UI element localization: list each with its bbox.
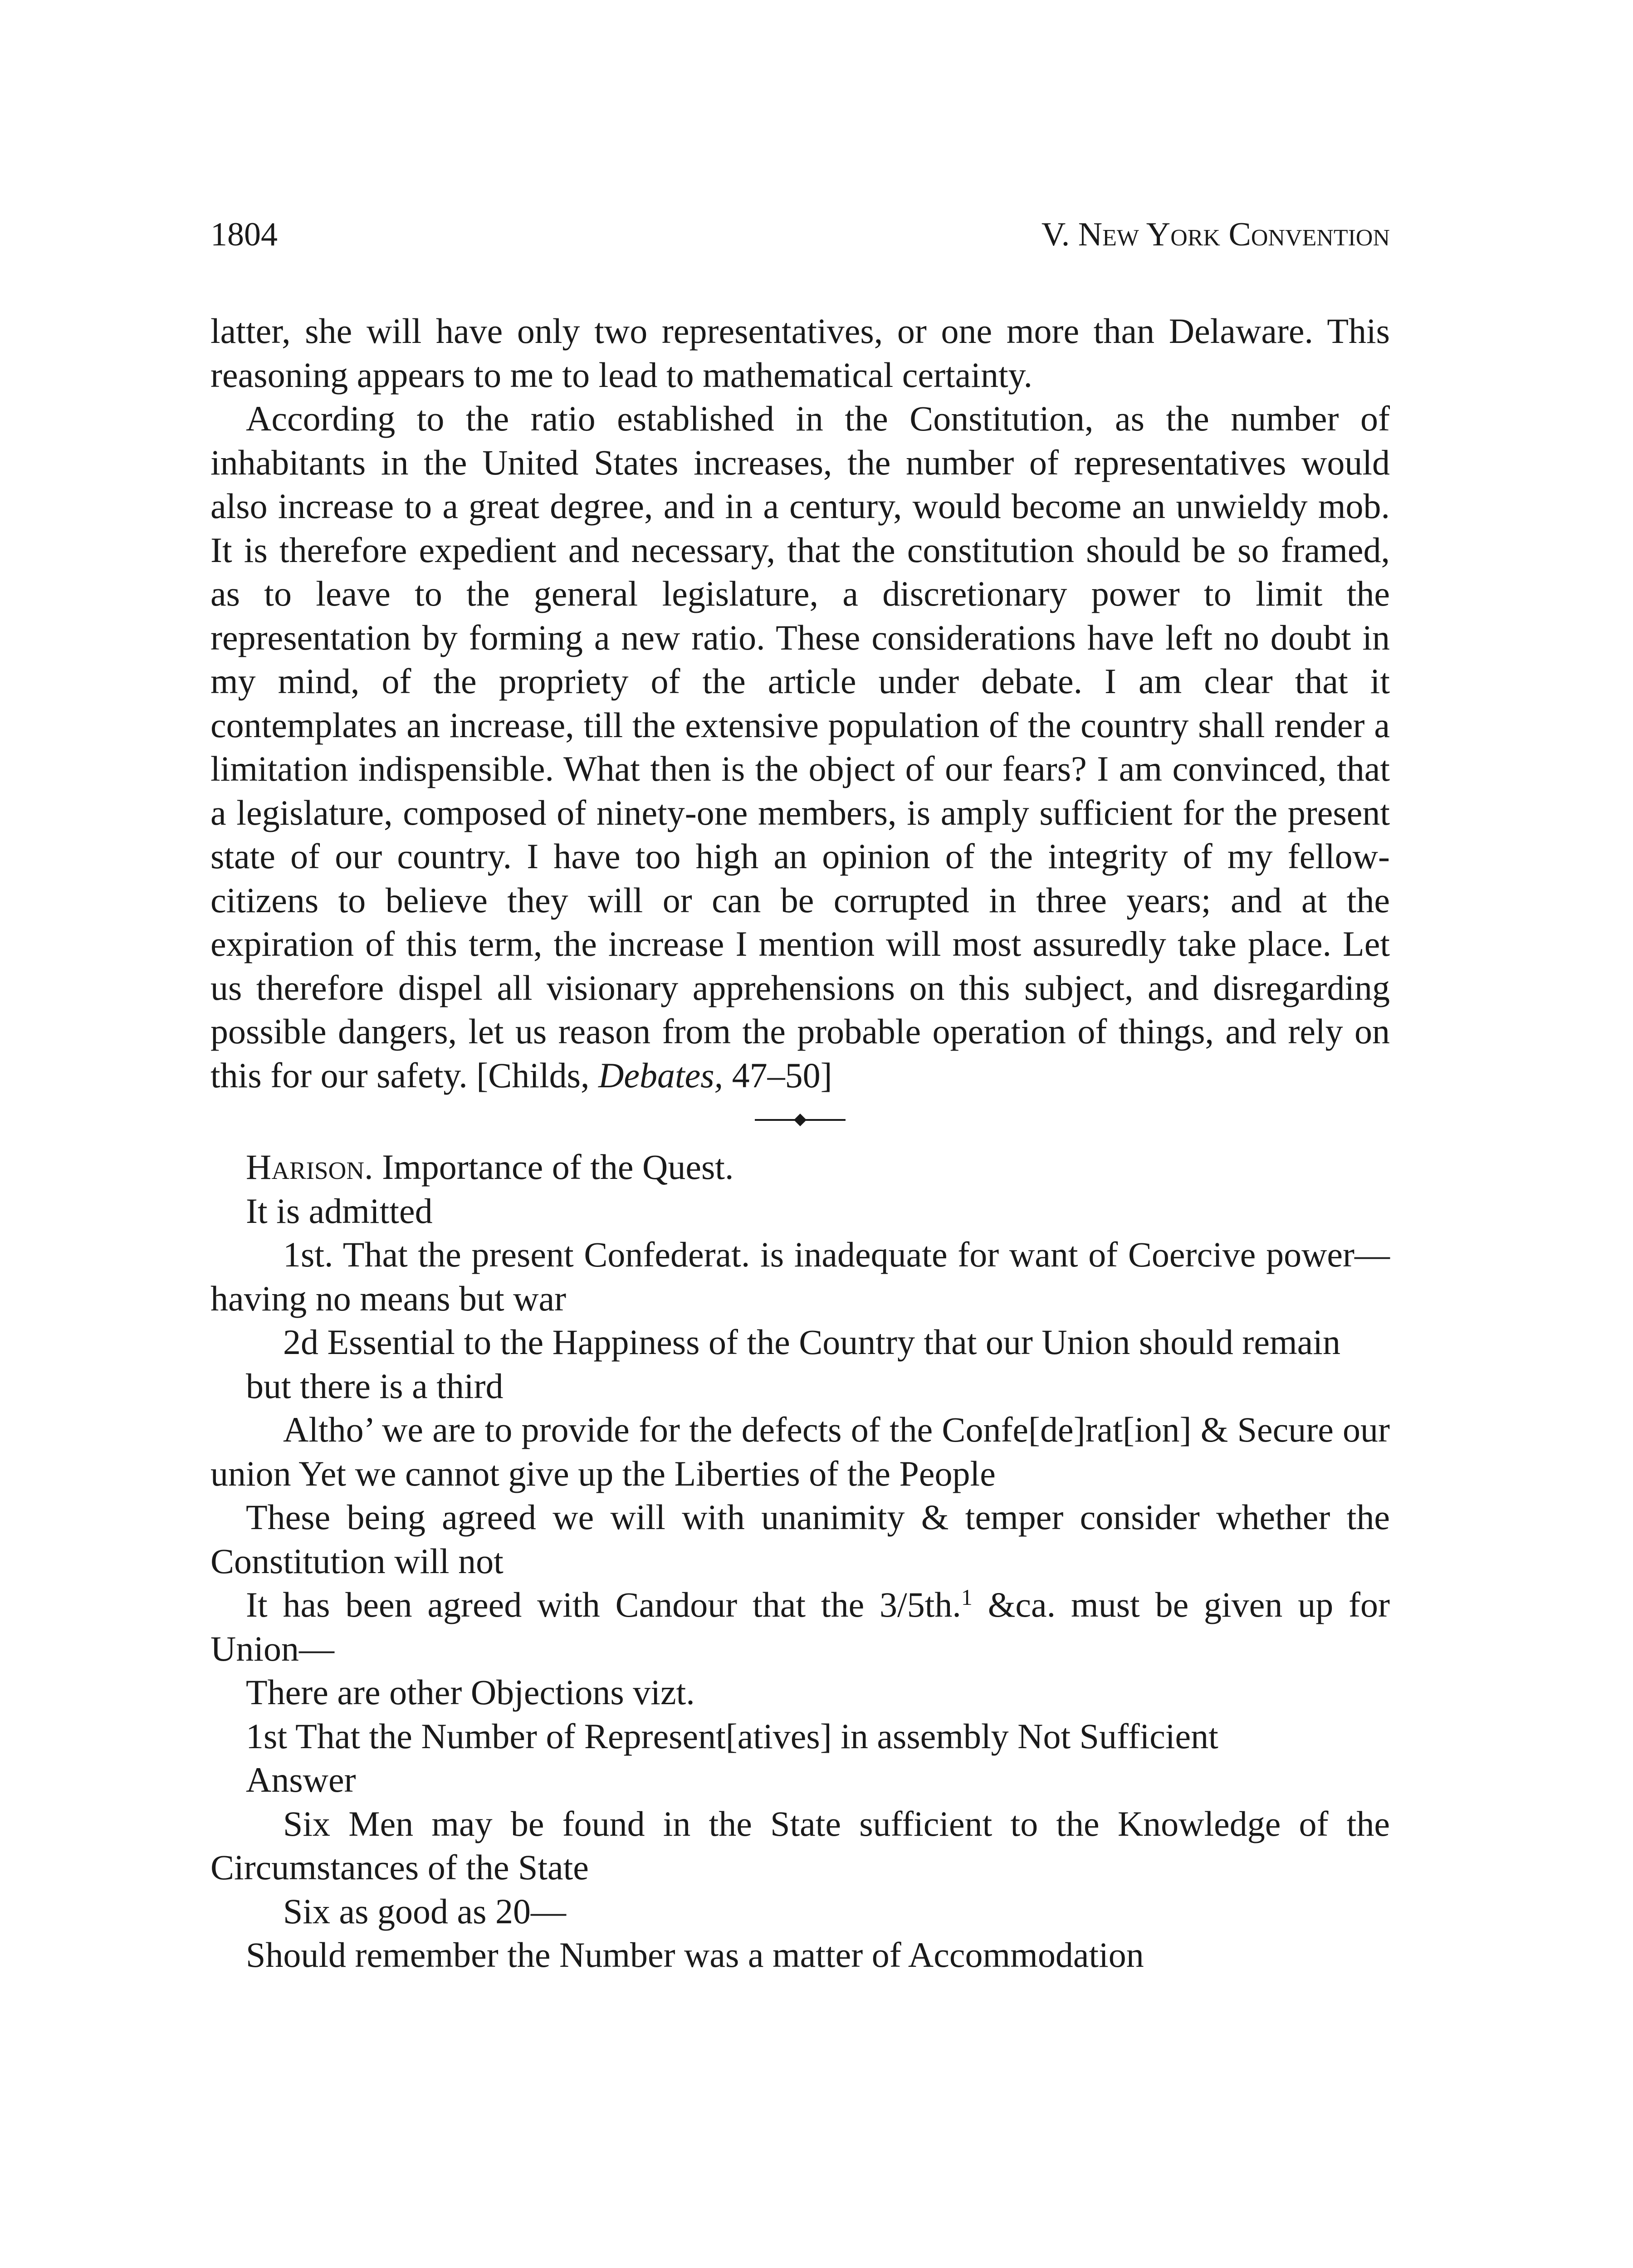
notes-line: 1st. That the present Confederat. is inadequate for want of Coercive power—having no means but war bbox=[210, 1235, 1390, 1318]
page-number: 1804 bbox=[210, 216, 278, 253]
running-head: V. New York Convention bbox=[1041, 216, 1390, 253]
diamond-rule-icon bbox=[755, 1111, 846, 1129]
notes-line: Should remember the Number was a matter of Accommodation bbox=[246, 1935, 1144, 1975]
document-page bbox=[210, 218, 1390, 1977]
notes-line: 1st That the Number of Represent[atives] in assembly Not Sufficient bbox=[246, 1716, 1218, 1756]
notes-line: These being agreed we will with unanimity & temper consider whether the Constitution will not bbox=[210, 1497, 1390, 1581]
notes-line: 2d Essential to the Happiness of the Country that our Union should remain bbox=[283, 1322, 1340, 1362]
citation-open: [Childs, bbox=[467, 1055, 598, 1095]
speaker-name: Harison bbox=[246, 1147, 365, 1187]
notes-heading bbox=[210, 1145, 1390, 1189]
notes-line: Answer bbox=[246, 1760, 356, 1799]
notes-line: It is admitted bbox=[246, 1191, 433, 1231]
page-body bbox=[210, 309, 1390, 1977]
notes-line-text: It has been agreed with Candour that the 3/5th. bbox=[246, 1585, 961, 1624]
notes-line: Six Men may be found in the State sufficient to the Knowledge of the Circumstances of the State bbox=[210, 1804, 1390, 1887]
footnote-marker: 1 bbox=[961, 1584, 973, 1610]
notes-line: but there is a third bbox=[246, 1366, 504, 1406]
section-divider bbox=[210, 1096, 1390, 1144]
speech-paragraph bbox=[210, 397, 1390, 1097]
notes-line bbox=[210, 1583, 1390, 1671]
citation-close: 47–50] bbox=[723, 1055, 832, 1095]
notes-line: There are other Objections vizt. bbox=[246, 1672, 695, 1712]
notes-line-text: &ca. must be given up for Union— bbox=[210, 1585, 1390, 1668]
speech-paragraph-text: According to the ratio established in the Constitution, as the number of inhabitants in the United States increases, the number of representatives would also increase to a great degree, and in a century, would become an unwieldy mob. It is therefore expedient and necessary, that the constitution should be so framed, as to leave to the general legislature, a discretionary power to limit the representation by forming a new ratio. These considerations have left no doubt in my mind, of the propriety of the article under debate. I am clear that it contemplates an increase, till the extensive population of the country shall render a limitation indispensible. What then is the object of our fears? I am convinced, that a legislature, composed of ninety-one members, is amply sufficient for the present state of our country. I have too high an opinion of the integrity of my fellow-citizens to believe they will or can be corrupted in three years; and at the expiration of this term, the increase I mention will most assuredly take place. Let us therefore dispel all visionary apprehensions on this subject, and disregarding possible dangers, let us reason from the probable operation of things, and rely on this for our safety. bbox=[210, 399, 1390, 1095]
page-header bbox=[210, 218, 1390, 263]
notes-line: Altho’ we are to provide for the defects of the Confe[de]rat[ion] & Secure our union Yet we cannot give up the Liberties of the People bbox=[210, 1410, 1390, 1493]
citation-title: Debates, bbox=[598, 1055, 724, 1095]
notes-line: Six as good as 20— bbox=[283, 1891, 566, 1931]
harison-notes bbox=[210, 1145, 1390, 1977]
speech-paragraph-continued: latter, she will have only two representatives, or one more than Delaware. This reasoning appears to me to lead to mathematical certainty. bbox=[210, 311, 1390, 395]
notes-heading-text: . Importance of the Quest. bbox=[364, 1147, 734, 1187]
